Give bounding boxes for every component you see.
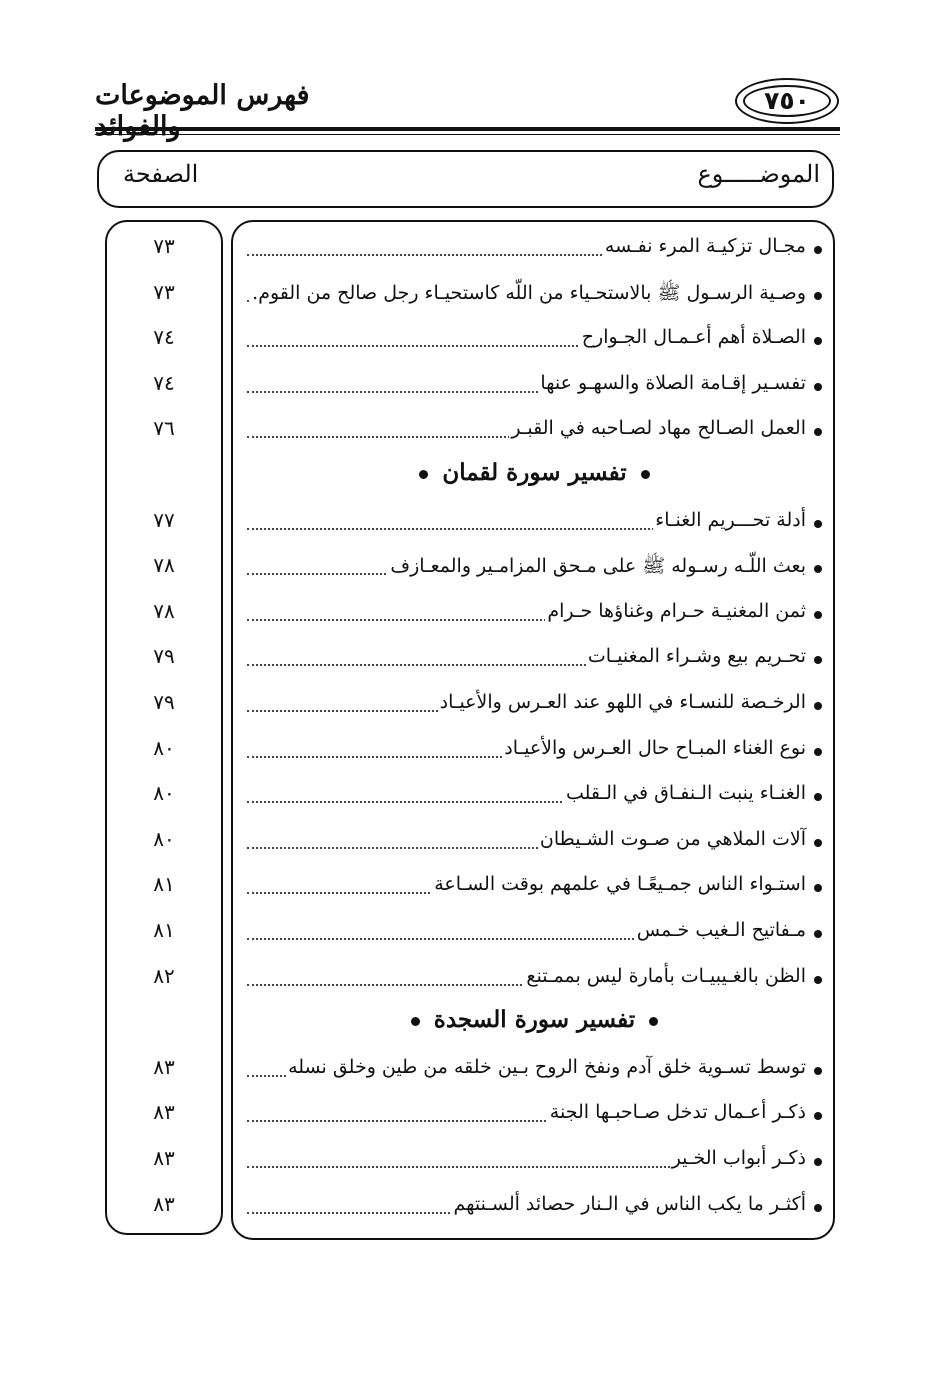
index-entry-row	[0, 1144, 945, 1180]
index-entry	[247, 642, 822, 678]
index-entry-row	[0, 1190, 945, 1226]
bullet-icon	[814, 1158, 822, 1166]
index-entry-row	[0, 962, 945, 998]
entry-text: الصـلاة أهم أعـمـال الجـوارح	[581, 326, 806, 349]
index-entry-row	[0, 597, 945, 633]
index-entry-row	[0, 779, 945, 815]
page-number: ٧٥٠	[764, 86, 810, 115]
index-entry-row	[0, 825, 945, 861]
bullet-icon	[814, 884, 822, 892]
bullet-icon	[814, 1067, 822, 1075]
index-entry	[247, 962, 822, 998]
bullet-icon	[411, 1017, 420, 1026]
entry-page-number: ٧٣	[153, 234, 175, 258]
entry-page-number: ٧٤	[153, 325, 175, 350]
index-entry-row	[0, 278, 945, 314]
entry-text: بعث اللّـه رسـوله ﷺ على مـحق المزامـير والمعـازف	[388, 554, 806, 582]
index-entry-row	[0, 369, 945, 405]
entry-page-number: ٧٨	[153, 553, 175, 578]
entry-page-number: ٨٠	[153, 781, 175, 806]
bullet-icon	[814, 1204, 822, 1212]
index-entry-row	[0, 1098, 945, 1134]
section-heading-content	[405, 459, 663, 486]
bullet-icon	[814, 428, 822, 436]
bullet-icon	[814, 748, 822, 756]
bullet-icon	[814, 246, 822, 254]
topic-column-heading: الموضـــــوع	[697, 160, 820, 188]
section-heading	[247, 1006, 822, 1046]
entry-text: تفسـير إقـامة الصلاة والسهـو عنها	[540, 371, 806, 394]
index-entry-row	[0, 323, 945, 359]
entry-text: ذكـر أبواب الخـير	[671, 1147, 806, 1169]
entry-page-number: ٨٠	[153, 826, 175, 851]
entry-page-number: ٨٣	[153, 1191, 175, 1216]
bullet-icon	[814, 611, 822, 619]
index-entry	[247, 414, 822, 450]
entry-text: أكثـر ما يكب الناس في الـنار حصائد ألسـنتهم	[453, 1192, 806, 1215]
page-column-heading: الصفحة	[123, 160, 199, 188]
index-entry	[247, 734, 822, 770]
index-entry-row	[0, 642, 945, 678]
entry-text: أدلة تحـــريم الغنـاء	[655, 508, 806, 531]
bullet-icon	[814, 1112, 822, 1120]
entry-page-number: ٨٠	[153, 735, 175, 760]
header-rule-thick	[95, 127, 840, 131]
bullet-icon	[649, 1017, 658, 1026]
index-entry	[247, 551, 822, 587]
entry-page-number: ٧٩	[153, 644, 175, 669]
index-entry	[247, 688, 822, 724]
index-entry-row	[0, 506, 945, 542]
bullet-icon	[814, 292, 822, 300]
index-entry	[247, 323, 822, 359]
index-entry-row	[0, 1053, 945, 1089]
entry-text: الغنـاء ينبت الـنفـاق في الـقلب	[565, 782, 806, 805]
entry-text: مجـال تزكيـة المرء نفـسه	[604, 235, 806, 257]
entry-text: ذكـر أعـمال تدخل صـاحبـها الجنة	[549, 1101, 806, 1124]
bullet-icon	[814, 337, 822, 345]
index-entry-row	[0, 870, 945, 906]
section-heading	[247, 459, 822, 499]
entry-page-number: ٨١	[153, 918, 175, 942]
index-entry	[247, 1190, 822, 1226]
entry-text: الظن بالغـيبيـات بأمارة ليس بممـتنع	[526, 964, 806, 987]
entry-page-number: ٨٣	[153, 1054, 175, 1079]
entry-page-number: ٧٩	[153, 690, 175, 714]
bullet-icon	[814, 520, 822, 528]
entry-text: مـفاتيح الـغيب خـمس	[636, 919, 806, 941]
entry-text: ثمن المغنيـة حـرام وغناؤها حـرام	[547, 599, 806, 622]
index-entry	[247, 870, 822, 906]
index-entry	[247, 506, 822, 542]
section-heading-text: تفسير سورة السجدة	[433, 1006, 636, 1034]
column-header-bar	[97, 150, 834, 208]
section-heading-content	[397, 1006, 672, 1033]
section-heading-text: تفسير سورة لقمان	[442, 459, 627, 486]
index-entry-row	[0, 916, 945, 952]
bullet-icon	[814, 702, 822, 710]
book-title: فهرس الموضوعات	[95, 80, 310, 111]
entry-page-number: ٨٢	[153, 963, 175, 988]
bullet-icon	[814, 565, 822, 573]
entry-page-number: ٨٣	[153, 1100, 175, 1125]
index-entry	[247, 1053, 822, 1089]
entry-text: العمل الصـالح مهاد لصـاحبه في القبـر	[511, 417, 806, 440]
entry-page-number: ٨٣	[153, 1146, 175, 1170]
entry-page-number: ٧٨	[153, 598, 175, 623]
index-entry	[247, 232, 822, 268]
entry-text: استـواء الناس جمـيعًـا في علمهم بوقت السـاعة	[434, 873, 806, 896]
index-entry	[247, 1098, 822, 1134]
bullet-icon	[814, 383, 822, 391]
entry-page-number: ٧٦	[153, 416, 175, 441]
header-rule-thin	[95, 134, 840, 135]
bullet-icon	[814, 976, 822, 984]
entry-text: وصـية الرسـول ﷺ بالاستحـياء من اللّه كاستحيـاء رجل صالح من القوم.	[250, 281, 806, 309]
index-entry-row	[0, 232, 945, 268]
index-entry-row	[0, 551, 945, 587]
index-entry-row	[0, 734, 945, 770]
index-entry	[247, 779, 822, 815]
bullet-icon	[419, 470, 428, 479]
entry-text: نوع الغناء المبـاح حال العـرس والأعيـاد	[504, 736, 806, 759]
entry-text: آلات الملاهي من صـوت الشـيطان	[539, 827, 806, 850]
bullet-icon	[814, 793, 822, 801]
index-entry-row	[0, 688, 945, 724]
entry-text: تحـريم بيع وشـراء المغنيـات	[587, 645, 806, 668]
bullet-icon	[814, 930, 822, 938]
bullet-icon	[641, 470, 650, 479]
entry-text: الرخـصة للنسـاء في اللهو عند العـرس والأعيـاد	[439, 691, 806, 713]
index-entry-row	[0, 414, 945, 450]
entry-page-number: ٧٤	[153, 370, 175, 395]
index-entry	[247, 1144, 822, 1180]
entry-text: توسط تسـوية خلق آدم ونفخ الروح بـين خلقه من طين وخلق نسله	[288, 1055, 806, 1078]
entry-page-number: ٨١	[153, 872, 175, 897]
bullet-icon	[814, 839, 822, 847]
page-number-badge	[735, 78, 839, 124]
index-entry	[247, 369, 822, 405]
index-entry	[247, 825, 822, 861]
entry-page-number: ٧٣	[153, 279, 175, 304]
index-entry	[247, 597, 822, 633]
entry-page-number: ٧٧	[153, 507, 175, 532]
bullet-icon	[814, 656, 822, 664]
index-entry	[247, 916, 822, 952]
index-entry	[247, 278, 822, 314]
